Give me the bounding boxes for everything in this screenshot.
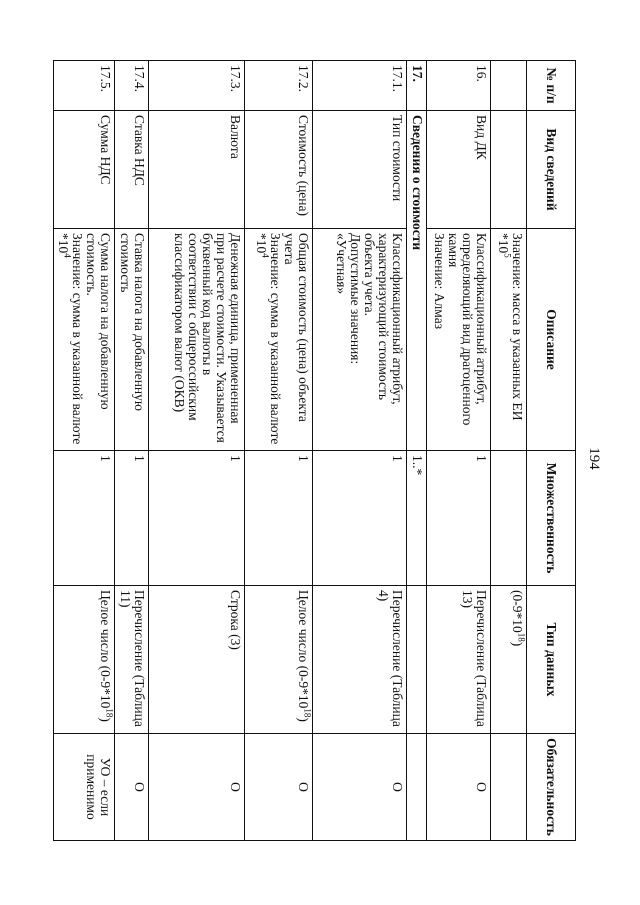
cell-text: Классификационный атрибут, характеризующий стоимость объекта учета. — [362, 233, 405, 405]
cell-num: 17.2. — [245, 61, 313, 111]
cell-kind — [491, 111, 527, 229]
cell-req: О — [115, 734, 149, 841]
cell-desc — [427, 229, 491, 451]
section-row — [407, 61, 427, 841]
cell-text: ) — [510, 641, 525, 647]
exponent: 18 — [104, 708, 115, 718]
header-row — [527, 61, 576, 841]
table-row — [313, 61, 407, 841]
cell-num: 17.3. — [149, 61, 245, 111]
cell-text: Общая стоимость (цена) объекта учета — [282, 233, 311, 422]
cell-desc — [245, 229, 313, 451]
cell-text: Значение: Алмаз — [432, 233, 447, 330]
cell-type: Перечисление (Таблица 4) — [313, 586, 407, 734]
table-row — [115, 61, 149, 841]
cell-type — [54, 586, 115, 734]
header-mult: Множественность — [527, 451, 576, 586]
cell-type — [407, 586, 427, 734]
cell-text: Сумма налога на добавленную стоимость. — [84, 233, 113, 410]
cell-type: Перечисление (Таблица 13) — [427, 586, 491, 734]
header-kind: Вид сведений — [527, 111, 576, 229]
cell-text: (0-9*10 — [510, 590, 525, 633]
cell-text: Допустимые значения: — [348, 233, 363, 365]
table-row — [245, 61, 313, 841]
cell-mult — [491, 451, 527, 586]
exponent: 5 — [502, 253, 513, 258]
cell-desc — [54, 229, 115, 451]
cell-mult: 1..* — [407, 451, 427, 586]
cell-desc — [491, 229, 527, 451]
page-number: 194 — [585, 447, 602, 470]
cell-kind: Тип стоимости — [313, 111, 407, 229]
cell-kind: Ставка НДС — [115, 111, 149, 229]
cell-text: ) — [296, 717, 311, 722]
cell-mult: 1 — [245, 451, 313, 586]
cell-num: 17.1. — [313, 61, 407, 111]
exponent: 4 — [62, 253, 73, 258]
header-req: Обязательность — [527, 734, 576, 841]
exponent: 4 — [260, 253, 271, 258]
header-type: Тип данных — [527, 586, 576, 734]
cell-req — [491, 734, 527, 841]
cell-text: Целое число (0-9*10 — [296, 590, 311, 709]
cell-req: О — [313, 734, 407, 841]
cell-mult: 1 — [54, 451, 115, 586]
cell-text: Значение: масса в указанных ЕИ *10 — [496, 233, 525, 421]
cell-mult: 1 — [427, 451, 491, 586]
cell-num: 17.5. — [54, 61, 115, 111]
cell-mult: 1 — [115, 451, 149, 586]
cell-desc: Ставка налога на добавленную стоимость — [115, 229, 149, 451]
cell-text: Значение: сумма в указанной валюте *10 — [254, 233, 283, 445]
cell-text: ) — [98, 717, 113, 722]
cell-text: Значение: сумма в указанной валюте *10 — [56, 233, 85, 445]
rotated-table-container — [56, 60, 576, 840]
cell-text: «Учетная» — [334, 233, 349, 295]
data-table — [53, 60, 576, 841]
cell-req: О — [149, 734, 245, 841]
exponent: 18 — [516, 632, 527, 642]
table-row — [427, 61, 491, 841]
cell-section-title: Сведения о стоимости — [407, 111, 427, 451]
table-row — [54, 61, 115, 841]
cell-kind: Вид ДК — [427, 111, 491, 229]
table-row — [491, 61, 527, 841]
cell-type — [491, 586, 527, 734]
exponent: 18 — [302, 708, 313, 718]
cell-req: О — [427, 734, 491, 841]
cell-num: 17.4. — [115, 61, 149, 111]
cell-text: Целое число (0-9*10 — [98, 590, 113, 709]
cell-req: О — [245, 734, 313, 841]
cell-num — [491, 61, 527, 111]
cell-mult: 1 — [149, 451, 245, 586]
table-row — [149, 61, 245, 841]
cell-req — [407, 734, 427, 841]
header-num: № п/п — [527, 61, 576, 111]
cell-kind: Валюта — [149, 111, 245, 229]
cell-mult: 1 — [313, 451, 407, 586]
cell-type — [245, 586, 313, 734]
cell-req: УО – если применимо — [54, 734, 115, 841]
cell-desc: Денежная единица, примененная при расчете стоимости. Указывается буквенный код валюты в соответствии с общероссийским классификатором валют (ОКВ) — [149, 229, 245, 451]
cell-kind: Стоимость (цена) — [245, 111, 313, 229]
cell-type: Строка (3) — [149, 586, 245, 734]
cell-num: 16. — [427, 61, 491, 111]
cell-num: 17. — [407, 61, 427, 111]
cell-text: Классификационный атрибут, определяющий вид драгоценного камня — [446, 233, 489, 426]
cell-kind: Сумма НДС — [54, 111, 115, 229]
cell-type: Перечисление (Таблица 11) — [115, 586, 149, 734]
header-desc: Описание — [527, 229, 576, 451]
cell-desc — [313, 229, 407, 451]
